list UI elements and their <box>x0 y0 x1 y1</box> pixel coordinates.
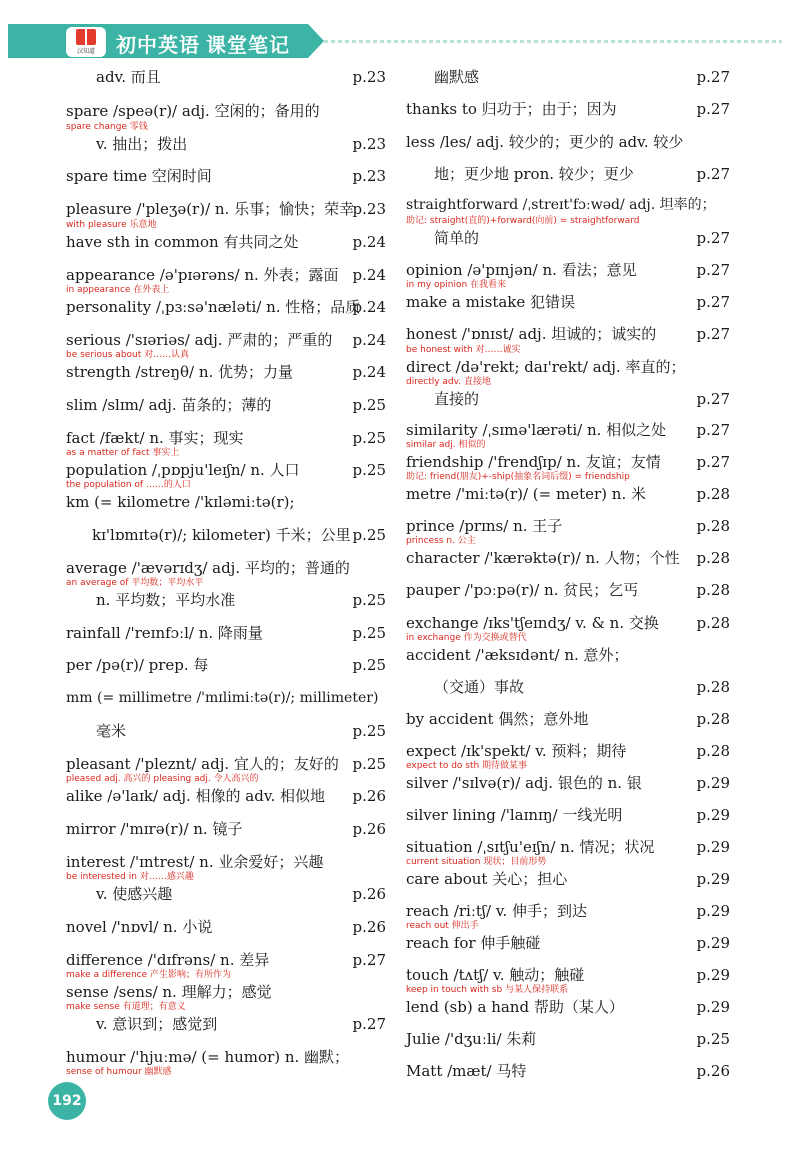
entry-text: mirror /'mɪrə(r)/ n. 镜子 <box>66 820 243 838</box>
entry-text: honest /'ɒnɪst/ adj. 坦诚的；诚实的 <box>406 325 657 343</box>
entry-note: as a matter of fact 事实上 <box>66 448 180 458</box>
entry-page: p.23 <box>352 135 386 153</box>
entry-text: spare time 空闲时间 <box>66 167 212 185</box>
entry-page: p.29 <box>696 774 730 792</box>
entry-page: p.27 <box>696 229 730 247</box>
entry-text: v. 意识到；感觉到 <box>96 1015 218 1033</box>
entry-page: p.29 <box>696 870 730 888</box>
entry-text: slim /slɪm/ adj. 苗条的；薄的 <box>66 396 272 414</box>
entry-text: make a mistake 犯错误 <box>406 293 576 311</box>
entry-page: p.25 <box>352 722 386 740</box>
entry-page: p.27 <box>696 165 730 183</box>
page-header <box>0 0 800 58</box>
entry-text: lend (sb) a hand 帮助（某人） <box>406 998 624 1016</box>
entry-page: p.26 <box>352 918 386 936</box>
entry-text: sense /sens/ n. 理解力；感觉 <box>66 983 272 1001</box>
entry-text: mm (= millimetre /'mɪlimiːtə(r)/; millimeter) <box>66 690 379 706</box>
entry-text: 简单的 <box>434 229 480 247</box>
entry-text: character /'kærəktə(r)/ n. 人物；个性 <box>406 549 680 567</box>
entry-page: p.29 <box>696 902 730 920</box>
entry-page: p.23 <box>352 167 386 185</box>
entry-text: pleasure /'pleʒə(r)/ n. 乐事；愉快；荣幸 <box>66 200 355 218</box>
entry-text: average /'ævərɪdʒ/ adj. 平均的；普通的 <box>66 559 350 577</box>
entry-page: p.25 <box>352 396 386 414</box>
entry-text: serious /'sɪəriəs/ adj. 严肃的；严重的 <box>66 331 333 349</box>
entry-text: accident /'æksɪdənt/ n. 意外； <box>406 646 629 664</box>
entry-note: keep in touch with sb 与某人保持联系 <box>406 985 569 995</box>
entry-text: silver /'sɪlvə(r)/ adj. 银色的 n. 银 <box>406 774 642 792</box>
entry-page: p.25 <box>352 624 386 642</box>
header-divider <box>324 40 782 43</box>
page-number: 192 <box>48 1082 86 1120</box>
entry-text: reach /riːtʃ/ v. 伸手；到达 <box>406 902 588 920</box>
entry-page: p.27 <box>352 951 386 969</box>
entry-page: p.26 <box>352 820 386 838</box>
entry-note: in my opinion 在我看来 <box>406 280 507 290</box>
entry-note: spare change 零钱 <box>66 122 148 132</box>
entry-page: p.25 <box>352 591 386 609</box>
entry-note: be honest with 对……诚实 <box>406 345 521 355</box>
entry-text: rainfall /'reɪnfɔːl/ n. 降雨量 <box>66 624 263 642</box>
entry-text: 地；更少地 pron. 较少；更少 <box>434 165 634 183</box>
entry-page: p.29 <box>696 806 730 824</box>
entry-text: pleasant /'pleznt/ adj. 宜人的；友好的 <box>66 755 339 773</box>
entry-text: strength /streŋθ/ n. 优势；力量 <box>66 363 294 381</box>
entry-text: 直接的 <box>434 390 480 408</box>
entry-text: interest /'ɪntrest/ n. 业余爱好；兴趣 <box>66 853 324 871</box>
entry-note: similar adj. 相似的 <box>406 440 486 450</box>
entry-page: p.27 <box>352 1015 386 1033</box>
entry-text: n. 平均数；平均水准 <box>96 591 236 609</box>
entry-text: exchange /ɪks'tʃeɪndʒ/ v. & n. 交换 <box>406 614 659 632</box>
entry-text: v. 抽出；拨出 <box>96 135 188 153</box>
entry-page: p.27 <box>696 68 730 86</box>
entry-page: p.25 <box>696 1030 730 1048</box>
entry-text: expect /ɪk'spekt/ v. 预料；期待 <box>406 742 627 760</box>
entry-text: touch /tʌtʃ/ v. 触动；触碰 <box>406 966 585 984</box>
entry-page: p.29 <box>696 998 730 1016</box>
header-brand: 初中英语 <box>116 33 200 57</box>
entry-page: p.29 <box>696 838 730 856</box>
entry-text: situation /ˌsɪtʃu'eɪʃn/ n. 情况；状况 <box>406 838 655 856</box>
entry-note: make sense 有道理；有意义 <box>66 1002 186 1012</box>
entry-text: direct /də'rekt; daɪ'rekt/ adj. 率直的； <box>406 358 686 376</box>
entry-note: in exchange 作为交换或替代 <box>406 633 527 643</box>
entry-page: p.28 <box>696 549 730 567</box>
entry-note: in appearance 在外表上 <box>66 285 170 295</box>
entry-page: p.25 <box>352 461 386 479</box>
entry-note: 助记: straight(直的)+forward(向前) = straightforward <box>406 216 640 226</box>
entry-note: pleased adj. 高兴的 pleasing adj. 令人高兴的 <box>66 774 259 784</box>
entry-page: p.27 <box>696 100 730 118</box>
entry-text: 幽默感 <box>434 68 480 86</box>
entry-page: p.24 <box>352 233 386 251</box>
entry-page: p.25 <box>352 755 386 773</box>
entry-text: Matt /mæt/ 马特 <box>406 1062 527 1080</box>
entry-note: be interested in 对……感兴趣 <box>66 872 194 882</box>
entry-page: p.26 <box>352 787 386 805</box>
entry-note: be serious about 对……认真 <box>66 350 190 360</box>
entry-page: p.25 <box>352 429 386 447</box>
entry-page: p.24 <box>352 266 386 284</box>
entry-text: have sth in common 有共同之处 <box>66 233 299 251</box>
entry-page: p.24 <box>352 331 386 349</box>
entry-page: p.27 <box>696 325 730 343</box>
book-icon <box>76 29 96 45</box>
entry-text: reach for 伸手触碰 <box>406 934 541 952</box>
entry-page: p.24 <box>352 363 386 381</box>
entry-page: p.28 <box>696 614 730 632</box>
entry-page: p.27 <box>696 293 730 311</box>
header-subtitle: 课堂笔记 <box>206 33 290 57</box>
entry-note: reach out 伸出手 <box>406 921 479 931</box>
entry-text: alike /ə'laɪk/ adj. 相像的 adv. 相似地 <box>66 787 326 805</box>
entry-note: make a difference 产生影响；有所作为 <box>66 970 231 980</box>
entry-note: directly adv. 直接地 <box>406 377 491 387</box>
entry-page: p.28 <box>696 742 730 760</box>
entry-text: km (= kilometre /'kɪləmiːtə(r); <box>66 493 295 511</box>
entry-text: metre /'miːtə(r)/ (= meter) n. 米 <box>406 485 646 503</box>
entry-text: （交通）事故 <box>434 678 525 696</box>
entry-text: per /pə(r)/ prep. 每 <box>66 656 209 674</box>
entry-note: expect to do sth 期待做某事 <box>406 761 528 771</box>
entry-page: p.28 <box>696 710 730 728</box>
entry-text: care about 关心；担心 <box>406 870 568 888</box>
entry-page: p.26 <box>352 885 386 903</box>
entry-page: p.23 <box>352 68 386 86</box>
entry-text: fact /fækt/ n. 事实；现实 <box>66 429 244 447</box>
entry-page: p.28 <box>696 485 730 503</box>
entry-text: appearance /ə'pɪərəns/ n. 外表；露面 <box>66 266 339 284</box>
entry-text: humour /'hjuːmə/ (= humor) n. 幽默； <box>66 1048 350 1066</box>
entry-note: princess n. 公主 <box>406 536 476 546</box>
entry-text: population /ˌpɒpju'leɪʃn/ n. 人口 <box>66 461 300 479</box>
entry-page: p.29 <box>696 934 730 952</box>
entry-page: p.27 <box>696 421 730 439</box>
entry-text: opinion /ə'pɪnjən/ n. 看法；意见 <box>406 261 637 279</box>
publisher-logo <box>66 27 106 57</box>
entry-text: thanks to 归功于；由于；因为 <box>406 100 617 118</box>
entry-text: friendship /'frendʃɪp/ n. 友谊；友情 <box>406 453 661 471</box>
logo-label: 汉知道 <box>76 48 95 55</box>
entry-text: pauper /'pɔːpə(r)/ n. 贫民；乞丐 <box>406 581 639 599</box>
entry-text: kɪ'lɒmɪtə(r)/; kilometer) 千米；公里 <box>92 526 351 544</box>
entry-text: by accident 偶然；意外地 <box>406 710 589 728</box>
entry-text: 毫米 <box>96 722 127 740</box>
entry-text: v. 使感兴趣 <box>96 885 173 903</box>
entry-page: p.25 <box>352 656 386 674</box>
entry-page: p.28 <box>696 581 730 599</box>
entry-text: spare /speə(r)/ adj. 空闲的；备用的 <box>66 102 320 120</box>
entry-text: less /les/ adj. 较少的；更少的 adv. 较少 <box>406 133 684 151</box>
entry-page: p.23 <box>352 200 386 218</box>
entry-page: p.27 <box>696 453 730 471</box>
entry-page: p.27 <box>696 390 730 408</box>
entry-text: Julie /'dʒuːli/ 朱莉 <box>406 1030 537 1048</box>
entry-page: p.25 <box>352 526 386 544</box>
entry-note: with pleasure 乐意地 <box>66 220 157 230</box>
entry-text: adv. 而且 <box>96 68 161 86</box>
entry-page: p.27 <box>696 261 730 279</box>
entry-text: novel /'nɒvl/ n. 小说 <box>66 918 213 936</box>
entry-text: similarity /ˌsɪmə'lærəti/ n. 相似之处 <box>406 421 667 439</box>
entry-note: sense of humour 幽默感 <box>66 1067 172 1077</box>
entry-note: current situation 现状；目前形势 <box>406 857 547 867</box>
entry-note: the population of ……的人口 <box>66 480 191 490</box>
entry-text: prince /prɪns/ n. 王子 <box>406 517 563 535</box>
entry-note: 助记: friend(朋友)+-ship(抽象名词后缀) = friendship <box>406 472 630 482</box>
entry-page: p.28 <box>696 517 730 535</box>
entry-text: silver lining /'laɪnɪŋ/ 一线光明 <box>406 806 623 824</box>
entry-text: difference /'dɪfrəns/ n. 差异 <box>66 951 270 969</box>
entry-note: an average of 平均数；平均水平 <box>66 578 204 588</box>
entry-page: p.26 <box>696 1062 730 1080</box>
entry-page: p.28 <box>696 678 730 696</box>
entry-page: p.29 <box>696 966 730 984</box>
entry-text: straightforward /ˌstreɪt'fɔːwəd/ adj. 坦率的； <box>406 197 716 213</box>
entry-page: p.24 <box>352 298 386 316</box>
header-title <box>116 29 290 58</box>
entry-text: personality /ˌpɜːsə'næləti/ n. 性格；品质 <box>66 298 361 316</box>
